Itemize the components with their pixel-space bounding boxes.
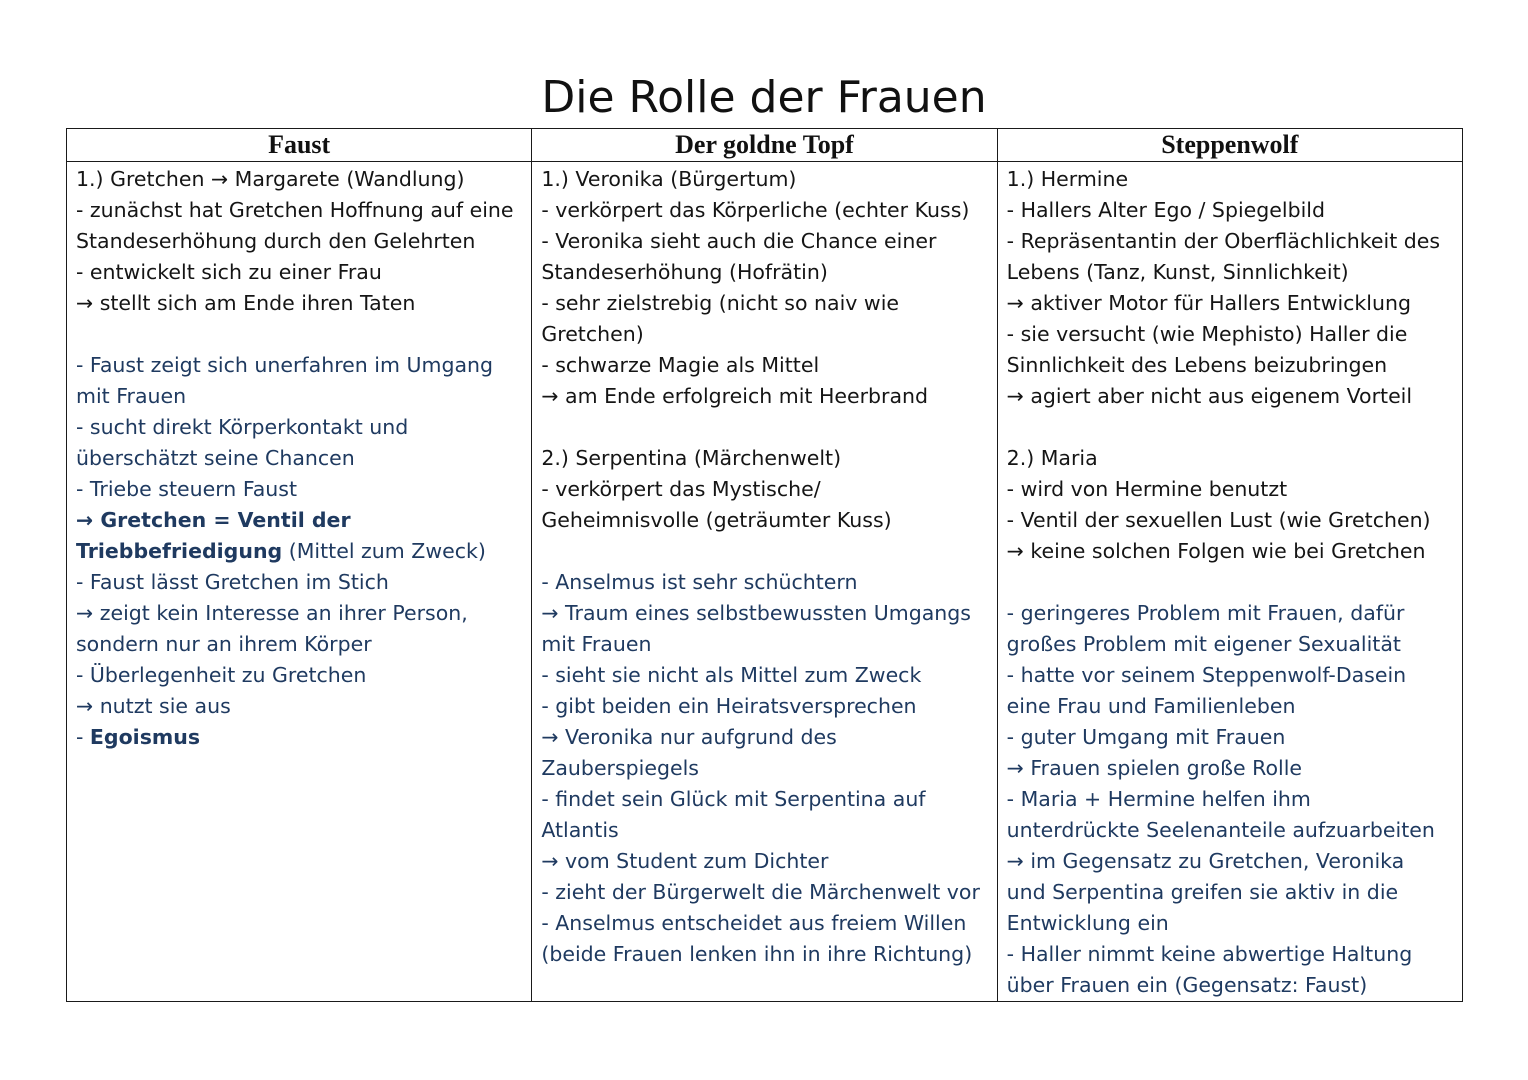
note-text: → aktiver Motor für Hallers Entwicklung <box>1006 291 1412 315</box>
note-line <box>541 722 990 753</box>
note-text: unterdrückte Seelenanteile aufzuarbeiten <box>1006 818 1435 842</box>
note-line <box>76 443 525 474</box>
note-text: 1.) Veronika (Bürgertum) <box>541 167 797 191</box>
note-line <box>1007 722 1456 753</box>
blank-line <box>76 319 525 350</box>
note-line <box>541 226 990 257</box>
note-line <box>1007 939 1456 970</box>
note-text: (beide Frauen lenken ihn in ihre Richtung) <box>541 942 973 966</box>
note-text: - zieht der Bürgerwelt die Märchenwelt vor <box>541 880 980 904</box>
note-text: mit Frauen <box>541 632 652 656</box>
note-line <box>76 567 525 598</box>
note-line <box>541 195 990 226</box>
note-line <box>76 226 525 257</box>
note-text: - Haller nimmt keine abwertige Haltung <box>1006 942 1413 966</box>
note-text: und Serpentina greifen sie aktiv in die <box>1006 880 1399 904</box>
note-line <box>1007 474 1456 505</box>
note-line <box>76 505 525 536</box>
note-text: - Faust zeigt sich unerfahren im Umgang <box>76 353 494 377</box>
note-line <box>1007 257 1456 288</box>
note-text: → zeigt kein Interesse an ihrer Person, <box>76 601 468 625</box>
note-text: 1.) Gretchen → Margarete (Wandlung) <box>76 167 465 191</box>
note-text: → agiert aber nicht aus eigenem Vorteil <box>1006 384 1413 408</box>
note-line <box>76 381 525 412</box>
note-text: → nutzt sie aus <box>76 694 231 718</box>
note-line <box>541 598 990 629</box>
note-text: Standeserhöhung (Hofrätin) <box>541 260 828 284</box>
note-text: - wird von Hermine benutzt <box>1006 477 1288 501</box>
note-text: Sinnlichkeit des Lebens beizubringen <box>1006 353 1388 377</box>
note-text: Geheimnisvolle (geträumter Kuss) <box>541 508 892 532</box>
blank-line <box>1007 567 1456 598</box>
note-text: - Triebe steuern Faust <box>76 477 297 501</box>
note-line <box>1007 505 1456 536</box>
note-line <box>541 877 990 908</box>
note-text: → Frauen spielen große Rolle <box>1006 756 1303 780</box>
note-text: - Veronika sieht auch die Chance einer <box>541 229 937 253</box>
note-text: - Repräsentantin der Oberflächlichkeit des <box>1006 229 1441 253</box>
note-text: → vom Student zum Dichter <box>541 849 829 873</box>
note-line <box>541 288 990 319</box>
note-text: - Hallers Alter Ego / Spiegelbild <box>1006 198 1326 222</box>
note-line <box>541 164 990 195</box>
note-line <box>1007 908 1456 939</box>
note-line <box>541 939 990 970</box>
note-text: - schwarze Magie als Mittel <box>541 353 820 377</box>
note-line <box>541 784 990 815</box>
note-line <box>541 815 990 846</box>
note-text: → Traum eines selbstbewussten Umgangs <box>541 601 971 625</box>
note-text: - <box>76 725 90 749</box>
note-text: - Anselmus ist sehr schüchtern <box>541 570 858 594</box>
note-text: Atlantis <box>541 818 619 842</box>
note-line <box>1007 381 1456 412</box>
note-text-bold: Egoismus <box>89 725 201 749</box>
note-line <box>1007 691 1456 722</box>
note-line <box>76 660 525 691</box>
note-line <box>1007 350 1456 381</box>
note-text: Gretchen) <box>541 322 644 346</box>
note-text: eine Frau und Familienleben <box>1006 694 1296 718</box>
note-line <box>1007 846 1456 877</box>
note-line <box>541 660 990 691</box>
note-text: - sie versucht (wie Mephisto) Haller die <box>1006 322 1408 346</box>
note-text: mit Frauen <box>76 384 187 408</box>
note-line <box>76 474 525 505</box>
note-text: - Ventil der sexuellen Lust (wie Gretchen) <box>1006 508 1431 532</box>
note-text-bold: Triebbefriedigung <box>76 539 283 563</box>
note-line <box>1007 195 1456 226</box>
note-text: 2.) Maria <box>1006 446 1098 470</box>
note-text: Zauberspiegels <box>541 756 699 780</box>
note-line <box>1007 164 1456 195</box>
page-title: Die Rolle der Frauen <box>541 72 987 123</box>
note-text: Lebens (Tanz, Kunst, Sinnlichkeit) <box>1006 260 1349 284</box>
note-line <box>541 691 990 722</box>
note-line <box>76 629 525 660</box>
note-text: 2.) Serpentina (Märchenwelt) <box>541 446 842 470</box>
note-text: - sucht direkt Körperkontakt und <box>76 415 409 439</box>
note-line <box>1007 753 1456 784</box>
note-line <box>76 598 525 629</box>
note-text: - entwickelt sich zu einer Frau <box>76 260 382 284</box>
note-text: 1.) Hermine <box>1006 167 1129 191</box>
note-line <box>1007 660 1456 691</box>
note-line <box>76 257 525 288</box>
note-line <box>1007 598 1456 629</box>
note-text: → keine solchen Folgen wie bei Gretchen <box>1006 539 1426 563</box>
note-text: - zunächst hat Gretchen Hoffnung auf eine <box>76 198 514 222</box>
note-line <box>541 319 990 350</box>
note-text: Entwicklung ein <box>1006 911 1169 935</box>
note-text: Standeserhöhung durch den Gelehrten <box>76 229 476 253</box>
note-text: - hatte vor seinem Steppenwolf-Dasein <box>1006 663 1407 687</box>
note-line <box>76 412 525 443</box>
note-line <box>1007 443 1456 474</box>
note-text: - findet sein Glück mit Serpentina auf <box>541 787 926 811</box>
note-line <box>541 908 990 939</box>
note-line <box>1007 815 1456 846</box>
steppenwolf-notes-cell <box>997 162 1462 1002</box>
note-line <box>541 846 990 877</box>
note-line <box>1007 288 1456 319</box>
note-text: - verkörpert das Mystische/ <box>541 477 821 501</box>
note-text: - sieht sie nicht als Mittel zum Zweck <box>541 663 922 687</box>
note-line <box>541 443 990 474</box>
blank-line <box>541 536 990 567</box>
note-text: → stellt sich am Ende ihren Taten <box>76 291 416 315</box>
note-text: - Faust lässt Gretchen im Stich <box>76 570 389 594</box>
note-text-bold: → Gretchen = Ventil der <box>76 508 351 532</box>
faust-notes-cell <box>67 162 532 1002</box>
note-text: → im Gegensatz zu Gretchen, Veronika <box>1006 849 1405 873</box>
note-line <box>1007 319 1456 350</box>
note-text: sondern nur an ihrem Körper <box>76 632 372 656</box>
note-text: - Anselmus entscheidet aus freiem Willen <box>541 911 967 935</box>
note-line <box>541 567 990 598</box>
note-text: - guter Umgang mit Frauen <box>1006 725 1286 749</box>
table-body-row <box>67 162 1463 1002</box>
note-text: über Frauen ein (Gegensatz: Faust) <box>1006 973 1368 997</box>
note-text: - sehr zielstrebig (nicht so naiv wie <box>541 291 899 315</box>
column-header-steppenwolf: Steppenwolf <box>997 129 1462 162</box>
note-line <box>1007 784 1456 815</box>
note-line <box>541 257 990 288</box>
note-text: → am Ende erfolgreich mit Heerbrand <box>541 384 929 408</box>
note-line <box>1007 226 1456 257</box>
note-line <box>541 350 990 381</box>
note-text: - Überlegenheit zu Gretchen <box>76 663 367 687</box>
der-goldne-topf-notes-cell <box>532 162 997 1002</box>
note-line <box>1007 536 1456 567</box>
blank-line <box>1007 412 1456 443</box>
table-header-row <box>67 129 1463 162</box>
note-line <box>1007 877 1456 908</box>
note-text: - Maria + Hermine helfen ihm <box>1006 787 1311 811</box>
blank-line <box>541 412 990 443</box>
note-line <box>541 753 990 784</box>
note-line <box>76 536 525 567</box>
note-text: überschätzt seine Chancen <box>76 446 355 470</box>
note-line <box>1007 970 1456 1001</box>
note-text: - geringeres Problem mit Frauen, dafür <box>1006 601 1405 625</box>
note-line <box>76 350 525 381</box>
note-text: großes Problem mit eigener Sexualität <box>1006 632 1401 656</box>
note-text: - verkörpert das Körperliche (echter Kuss) <box>541 198 970 222</box>
column-header-der-goldne-topf: Der goldne Topf <box>532 129 997 162</box>
note-text: - gibt beiden ein Heiratsversprechen <box>541 694 917 718</box>
column-header-faust: Faust <box>67 129 532 162</box>
note-line <box>541 629 990 660</box>
note-line <box>76 288 525 319</box>
comparison-table <box>66 128 1463 1002</box>
note-line <box>76 691 525 722</box>
note-line <box>76 722 525 753</box>
note-line <box>1007 629 1456 660</box>
note-line <box>76 195 525 226</box>
note-line <box>76 164 525 195</box>
note-line <box>541 505 990 536</box>
note-line <box>541 381 990 412</box>
note-text: (Mittel zum Zweck) <box>282 539 486 563</box>
note-text: → Veronika nur aufgrund des <box>541 725 837 749</box>
note-line <box>541 474 990 505</box>
